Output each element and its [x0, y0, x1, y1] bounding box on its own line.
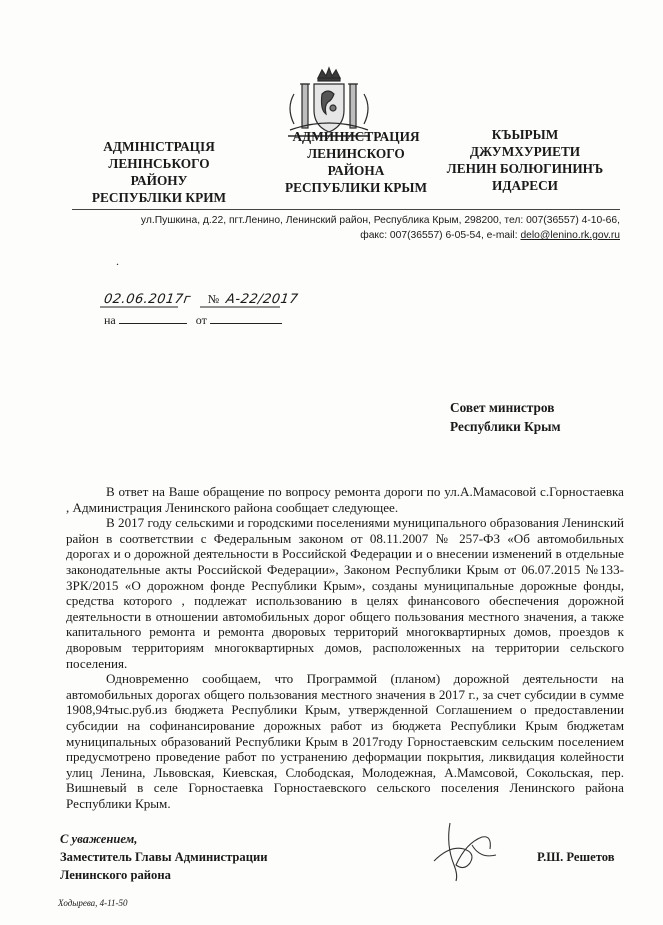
registration-number-label: №: [207, 292, 220, 306]
registration-ref-from-label: от: [195, 313, 207, 327]
registration-number: А-22/2017: [225, 292, 300, 307]
registration-incoming: [104, 312, 282, 328]
signer-position: Ленинского района: [60, 868, 171, 882]
header-russian-line: АДМИНИСТРАЦИЯ: [292, 129, 420, 144]
closing-regards: С уважением,: [60, 832, 138, 846]
header-crimean-tatar-line: КЪЫРЫМ: [491, 127, 559, 142]
registration-ref-blank: [119, 312, 187, 324]
address-line-2: [100, 228, 620, 243]
body-paragraph: В 2017 году сельскими и городскими поселениями муниципального образования Ленинский район в соответствии с Федеральным законом от 08.11.2007 № 257-ФЗ «Об автомобильных дорогах и о дорожной деятельности в Российской Федерации и о внесении изменений в отдельные законодательные акты Российской Федерации», Законом Республики Крым от 06.07.2015 №133-ЗРК/2015 «О дорожном фонде Республики Крым», созданы муниципальные дорожные фонды, средства которого , подлежат использованию в целях финансового обеспечения дорожной деятельности в отношении автомобильных дорог общего пользования местного значения, а также капитального ремонта и ремонта дворовых территорий многоквартирных домов, проездов к дворовым территориям многоквартирных домов, расположенных на территории сельского поселения.: [66, 515, 624, 671]
address-block: [100, 213, 620, 243]
letter-body: [66, 484, 624, 811]
registration-date: 02.06.2017г: [102, 292, 192, 307]
address-fax-label: факс: 007(36557) 6-05-54, e-mail:: [360, 230, 521, 241]
header-russian-line: РЕСПУБЛИКИ КРЫМ: [284, 180, 428, 195]
closing-block: [60, 830, 268, 884]
email-link[interactable]: delo@lenino.rk.gov.ru: [520, 230, 620, 241]
stray-mark: .: [116, 254, 119, 268]
header-crimean-tatar-line: ДЖУМХУРИЕТИ: [469, 144, 581, 159]
signer-position: Заместитель Главы Администрации: [60, 850, 268, 864]
header-ukrainian-line: ЛЕНІНСЬКОГО: [108, 156, 210, 171]
header-ukrainian-block: [74, 138, 244, 206]
header-ukrainian-line: РЕСПУБЛІКИ КРИМ: [91, 190, 227, 205]
executor-note: Ходырева, 4-11-50: [58, 898, 128, 908]
recipient-block: [450, 398, 561, 436]
registration-ref-label: на: [104, 313, 116, 327]
header-crimean-tatar-line: ИДАРЕСИ: [491, 178, 559, 193]
header-ukrainian-line: РАЙОНУ: [130, 173, 188, 188]
signer-name: Р.Ш. Решетов: [537, 850, 615, 864]
registration-underline: [100, 304, 280, 310]
header-crimean-tatar-line: ЛЕНИН БОЛЮГИНИНЪ: [446, 161, 604, 176]
registration-ref-date-blank: [210, 312, 282, 324]
body-paragraph: Одновременно сообщаем, что Программой (планом) дорожной деятельности на автомобильных дорогах общего пользования местного значения в 2017 г., за счет субсидии в сумме 1908,94тыс.руб.из бюджета Республики Крым, утвержденной Соглашением о предоставлении субсидии на софинансирование дорожных работ из бюджета Республики Крым бюджетам муниципальных образований Республики Крым в 2017году Горностаевским сельским поселением предусмотрено проведение работ по устранению деформации покрытия, ликвидация колейности улиц Ленина, Львовская, Киевская, Слободская, Молодежная, А.Мамсовой, Сокольская, пер. Вишневый в селе Горностаевка Горностаевского сельского поселения Ленинского района Республики Крым.: [66, 671, 624, 811]
recipient-line: Совет министров: [450, 400, 555, 415]
header-divider: [72, 209, 620, 210]
header-ukrainian-line: АДМІНІСТРАЦІЯ: [103, 139, 215, 154]
address-line-1: ул.Пушкина, д.22, пгт.Ленино, Ленинский район, Республика Крым, 298200, тел: 007(36557) 4-10-66,: [140, 215, 620, 226]
body-paragraph: В ответ на Ваше обращение по вопросу ремонта дороги по ул.А.Мамасовой с.Горностаевка , Администрация Ленинского района сообщает следующее.: [66, 484, 624, 515]
header-russian-line: РАЙОНА: [327, 163, 385, 178]
header-russian-block: [266, 128, 446, 196]
handwritten-signature: [420, 815, 510, 885]
header-russian-line: ЛЕНИНСКОГО: [307, 146, 405, 161]
header-crimean-tatar-block: [440, 126, 610, 194]
recipient-line: Республики Крым: [450, 419, 561, 434]
